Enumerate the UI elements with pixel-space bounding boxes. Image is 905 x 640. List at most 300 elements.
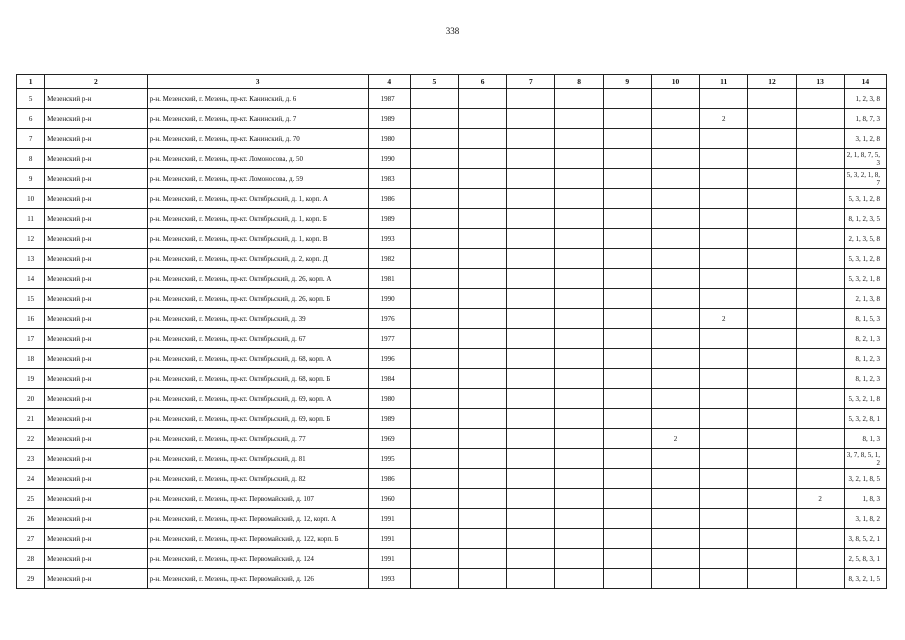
address-cell: р-н. Мезенский, г. Мезень, пр-кт. Октябрьский, д. 67 xyxy=(147,329,368,349)
year-cell: 1986 xyxy=(368,189,410,209)
year-cell: 1982 xyxy=(368,249,410,269)
col-7-cell xyxy=(507,429,555,449)
col-9-cell xyxy=(603,549,651,569)
district-cell: Мезенский р-н xyxy=(45,429,147,449)
col-8-cell xyxy=(555,469,603,489)
col-10-cell xyxy=(651,109,699,129)
col-7-cell xyxy=(507,189,555,209)
district-cell: Мезенский р-н xyxy=(45,249,147,269)
col-10-cell xyxy=(651,469,699,489)
col-14-cell: 2, 1, 8, 7, 5, 3 xyxy=(844,149,886,169)
table-row xyxy=(17,389,887,409)
row-number-cell: 5 xyxy=(17,89,45,109)
address-cell: р-н. Мезенский, г. Мезень, пр-кт. Первомайский, д. 124 xyxy=(147,549,368,569)
page-number: 338 xyxy=(445,26,460,36)
col-13-cell xyxy=(796,349,844,369)
table-row xyxy=(17,269,887,289)
table-row xyxy=(17,189,887,209)
col-7-cell xyxy=(507,109,555,129)
col-7-cell xyxy=(507,169,555,189)
col-14-cell: 8, 1, 2, 3 xyxy=(844,349,886,369)
address-cell: р-н. Мезенский, г. Мезень, пр-кт. Канинский, д. 7 xyxy=(147,109,368,129)
district-cell: Мезенский р-н xyxy=(45,149,147,169)
col-12-cell xyxy=(748,89,796,109)
row-number-cell: 29 xyxy=(17,569,45,589)
col-9-cell xyxy=(603,349,651,369)
row-number-cell: 10 xyxy=(17,189,45,209)
col-14-cell: 3, 7, 8, 5, 1, 2 xyxy=(844,449,886,469)
col-14-cell: 2, 1, 3, 5, 8 xyxy=(844,229,886,249)
col-11-cell xyxy=(700,169,748,189)
col-5-cell xyxy=(410,569,458,589)
col-13-cell xyxy=(796,469,844,489)
row-number-cell: 28 xyxy=(17,549,45,569)
year-cell: 1989 xyxy=(368,109,410,129)
col-12-cell xyxy=(748,349,796,369)
district-cell: Мезенский р-н xyxy=(45,169,147,189)
col-7-cell xyxy=(507,89,555,109)
col-12-cell xyxy=(748,449,796,469)
col-6-cell xyxy=(459,569,507,589)
col-11-cell xyxy=(700,249,748,269)
row-number-cell: 19 xyxy=(17,369,45,389)
col-5-cell xyxy=(410,369,458,389)
col-5-cell xyxy=(410,489,458,509)
col-10-cell xyxy=(651,549,699,569)
col-5-cell xyxy=(410,269,458,289)
year-cell: 1996 xyxy=(368,349,410,369)
col-7-cell xyxy=(507,469,555,489)
col-5-cell xyxy=(410,309,458,329)
row-number-cell: 12 xyxy=(17,229,45,249)
col-10-cell xyxy=(651,529,699,549)
col-9-cell xyxy=(603,89,651,109)
col-13-cell xyxy=(796,429,844,449)
row-number-cell: 7 xyxy=(17,129,45,149)
col-14-cell: 1, 8, 7, 3 xyxy=(844,109,886,129)
address-cell: р-н. Мезенский, г. Мезень, пр-кт. Октябрьский, д. 77 xyxy=(147,429,368,449)
col-7-cell xyxy=(507,529,555,549)
col-7-cell xyxy=(507,549,555,569)
col-8-cell xyxy=(555,349,603,369)
col-5-cell xyxy=(410,409,458,429)
col-12-cell xyxy=(748,229,796,249)
col-9-cell xyxy=(603,149,651,169)
col-9-cell xyxy=(603,489,651,509)
col-11-cell xyxy=(700,289,748,309)
col-6-cell xyxy=(459,449,507,469)
col-6-cell xyxy=(459,489,507,509)
col-12-cell xyxy=(748,209,796,229)
col-6-cell xyxy=(459,209,507,229)
district-cell: Мезенский р-н xyxy=(45,369,147,389)
col-5-cell xyxy=(410,229,458,249)
col-5-cell xyxy=(410,289,458,309)
table-row xyxy=(17,429,887,449)
col-12-cell xyxy=(748,489,796,509)
district-cell: Мезенский р-н xyxy=(45,109,147,129)
address-cell: р-н. Мезенский, г. Мезень, пр-кт. Первомайский, д. 122, корп. Б xyxy=(147,529,368,549)
housing-registry-table xyxy=(16,74,887,589)
address-cell: р-н. Мезенский, г. Мезень, пр-кт. Октябрьский, д. 82 xyxy=(147,469,368,489)
col-9-cell xyxy=(603,329,651,349)
col-10-cell xyxy=(651,229,699,249)
col-13-cell xyxy=(796,369,844,389)
row-number-cell: 17 xyxy=(17,329,45,349)
col-9-cell xyxy=(603,509,651,529)
table-row xyxy=(17,369,887,389)
col-11-cell xyxy=(700,489,748,509)
col-6-cell xyxy=(459,329,507,349)
col-10-cell xyxy=(651,329,699,349)
col-14-cell: 8, 1, 2, 3, 5 xyxy=(844,209,886,229)
col-12-cell xyxy=(748,429,796,449)
col-13-cell xyxy=(796,109,844,129)
year-cell: 1976 xyxy=(368,309,410,329)
table-row xyxy=(17,129,887,149)
col-10-cell xyxy=(651,569,699,589)
col-14-cell: 5, 3, 1, 2, 8 xyxy=(844,189,886,209)
col-13-cell xyxy=(796,289,844,309)
year-cell: 1991 xyxy=(368,549,410,569)
row-number-cell: 25 xyxy=(17,489,45,509)
col-8-cell xyxy=(555,269,603,289)
col-12-cell xyxy=(748,169,796,189)
col-6-cell xyxy=(459,109,507,129)
row-number-cell: 9 xyxy=(17,169,45,189)
col-9-cell xyxy=(603,389,651,409)
district-cell: Мезенский р-н xyxy=(45,489,147,509)
year-cell: 1989 xyxy=(368,209,410,229)
header-row xyxy=(17,75,887,89)
col-8-cell xyxy=(555,309,603,329)
col-6-cell xyxy=(459,309,507,329)
col-7-cell xyxy=(507,369,555,389)
table-row xyxy=(17,289,887,309)
table-row xyxy=(17,409,887,429)
district-cell: Мезенский р-н xyxy=(45,469,147,489)
column-header-13: 13 xyxy=(796,75,844,89)
table-row xyxy=(17,169,887,189)
col-8-cell xyxy=(555,109,603,129)
district-cell: Мезенский р-н xyxy=(45,549,147,569)
col-8-cell xyxy=(555,329,603,349)
row-number-cell: 14 xyxy=(17,269,45,289)
col-11-cell xyxy=(700,129,748,149)
col-12-cell xyxy=(748,329,796,349)
col-7-cell xyxy=(507,329,555,349)
year-cell: 1990 xyxy=(368,289,410,309)
col-14-cell: 8, 1, 5, 3 xyxy=(844,309,886,329)
year-cell: 1993 xyxy=(368,569,410,589)
district-cell: Мезенский р-н xyxy=(45,409,147,429)
col-13-cell xyxy=(796,329,844,349)
year-cell: 1987 xyxy=(368,89,410,109)
address-cell: р-н. Мезенский, г. Мезень, пр-кт. Ломоносова, д. 59 xyxy=(147,169,368,189)
table-row xyxy=(17,89,887,109)
col-8-cell xyxy=(555,489,603,509)
col-14-cell: 8, 1, 2, 3 xyxy=(844,369,886,389)
col-11-cell xyxy=(700,469,748,489)
col-11-cell xyxy=(700,149,748,169)
district-cell: Мезенский р-н xyxy=(45,89,147,109)
col-5-cell xyxy=(410,209,458,229)
col-13-cell xyxy=(796,249,844,269)
col-8-cell xyxy=(555,549,603,569)
district-cell: Мезенский р-н xyxy=(45,129,147,149)
year-cell: 1980 xyxy=(368,129,410,149)
col-13-cell xyxy=(796,189,844,209)
col-7-cell xyxy=(507,129,555,149)
row-number-cell: 18 xyxy=(17,349,45,369)
table-row xyxy=(17,449,887,469)
col-5-cell xyxy=(410,469,458,489)
address-cell: р-н. Мезенский, г. Мезень, пр-кт. Первомайский, д. 126 xyxy=(147,569,368,589)
col-8-cell xyxy=(555,89,603,109)
column-header-14: 14 xyxy=(844,75,886,89)
col-5-cell xyxy=(410,109,458,129)
column-header-9: 9 xyxy=(603,75,651,89)
col-13-cell xyxy=(796,389,844,409)
col-14-cell: 2, 5, 8, 3, 1 xyxy=(844,549,886,569)
col-10-cell xyxy=(651,449,699,469)
col-13-cell xyxy=(796,309,844,329)
col-7-cell xyxy=(507,149,555,169)
col-5-cell xyxy=(410,389,458,409)
year-cell: 1991 xyxy=(368,509,410,529)
col-6-cell xyxy=(459,229,507,249)
col-9-cell xyxy=(603,269,651,289)
col-12-cell xyxy=(748,189,796,209)
col-9-cell xyxy=(603,409,651,429)
col-14-cell: 1, 8, 3 xyxy=(844,489,886,509)
district-cell: Мезенский р-н xyxy=(45,289,147,309)
col-5-cell xyxy=(410,509,458,529)
col-12-cell xyxy=(748,389,796,409)
col-8-cell xyxy=(555,209,603,229)
col-7-cell xyxy=(507,509,555,529)
col-5-cell xyxy=(410,249,458,269)
address-cell: р-н. Мезенский, г. Мезень, пр-кт. Октябрьский, д. 69, корп. А xyxy=(147,389,368,409)
col-11-cell xyxy=(700,429,748,449)
column-header-11: 11 xyxy=(700,75,748,89)
col-8-cell xyxy=(555,449,603,469)
col-11-cell xyxy=(700,189,748,209)
table-row xyxy=(17,489,887,509)
row-number-cell: 16 xyxy=(17,309,45,329)
col-6-cell xyxy=(459,389,507,409)
col-8-cell xyxy=(555,509,603,529)
col-10-cell xyxy=(651,309,699,329)
table-row xyxy=(17,349,887,369)
col-14-cell: 3, 1, 8, 2 xyxy=(844,509,886,529)
col-8-cell xyxy=(555,229,603,249)
col-10-cell xyxy=(651,129,699,149)
col-12-cell xyxy=(748,289,796,309)
col-6-cell xyxy=(459,529,507,549)
col-6-cell xyxy=(459,249,507,269)
col-12-cell xyxy=(748,409,796,429)
col-8-cell xyxy=(555,169,603,189)
year-cell: 1986 xyxy=(368,469,410,489)
district-cell: Мезенский р-н xyxy=(45,189,147,209)
col-10-cell xyxy=(651,189,699,209)
row-number-cell: 8 xyxy=(17,149,45,169)
col-8-cell xyxy=(555,249,603,269)
district-cell: Мезенский р-н xyxy=(45,309,147,329)
col-5-cell xyxy=(410,169,458,189)
row-number-cell: 27 xyxy=(17,529,45,549)
table-row xyxy=(17,109,887,129)
col-9-cell xyxy=(603,249,651,269)
table-row xyxy=(17,249,887,269)
address-cell: р-н. Мезенский, г. Мезень, пр-кт. Первомайский, д. 107 xyxy=(147,489,368,509)
col-13-cell xyxy=(796,409,844,429)
col-10-cell xyxy=(651,209,699,229)
district-cell: Мезенский р-н xyxy=(45,269,147,289)
year-cell: 1984 xyxy=(368,369,410,389)
col-5-cell xyxy=(410,349,458,369)
col-6-cell xyxy=(459,409,507,429)
col-10-cell xyxy=(651,349,699,369)
col-8-cell xyxy=(555,389,603,409)
year-cell: 1977 xyxy=(368,329,410,349)
address-cell: р-н. Мезенский, г. Мезень, пр-кт. Октябрьский, д. 68, корп. Б xyxy=(147,369,368,389)
row-number-cell: 22 xyxy=(17,429,45,449)
col-11-cell xyxy=(700,349,748,369)
col-12-cell xyxy=(748,309,796,329)
col-13-cell xyxy=(796,169,844,189)
col-10-cell xyxy=(651,289,699,309)
col-6-cell xyxy=(459,509,507,529)
col-10-cell: 2 xyxy=(651,429,699,449)
col-10-cell xyxy=(651,409,699,429)
col-10-cell xyxy=(651,389,699,409)
col-5-cell xyxy=(410,329,458,349)
table-row xyxy=(17,209,887,229)
col-9-cell xyxy=(603,169,651,189)
column-header-3: 3 xyxy=(147,75,368,89)
col-9-cell xyxy=(603,569,651,589)
col-11-cell xyxy=(700,89,748,109)
year-cell: 1990 xyxy=(368,149,410,169)
address-cell: р-н. Мезенский, г. Мезень, пр-кт. Октябрьский, д. 2, корп. Д xyxy=(147,249,368,269)
col-12-cell xyxy=(748,549,796,569)
col-9-cell xyxy=(603,189,651,209)
col-6-cell xyxy=(459,349,507,369)
row-number-cell: 23 xyxy=(17,449,45,469)
col-7-cell xyxy=(507,349,555,369)
col-14-cell: 5, 3, 2, 1, 8, 7 xyxy=(844,169,886,189)
district-cell: Мезенский р-н xyxy=(45,209,147,229)
col-6-cell xyxy=(459,369,507,389)
col-9-cell xyxy=(603,469,651,489)
address-cell: р-н. Мезенский, г. Мезень, пр-кт. Октябрьский, д. 1, корп. Б xyxy=(147,209,368,229)
col-13-cell: 2 xyxy=(796,489,844,509)
column-header-5: 5 xyxy=(410,75,458,89)
table-row xyxy=(17,329,887,349)
col-9-cell xyxy=(603,229,651,249)
address-cell: р-н. Мезенский, г. Мезень, пр-кт. Ломоносова, д. 50 xyxy=(147,149,368,169)
col-8-cell xyxy=(555,129,603,149)
col-11-cell xyxy=(700,269,748,289)
col-5-cell xyxy=(410,189,458,209)
col-14-cell: 3, 8, 5, 2, 1 xyxy=(844,529,886,549)
year-cell: 1981 xyxy=(368,269,410,289)
column-header-2: 2 xyxy=(45,75,147,89)
table-row xyxy=(17,149,887,169)
address-cell: р-н. Мезенский, г. Мезень, пр-кт. Первомайский, д. 12, корп. А xyxy=(147,509,368,529)
col-7-cell xyxy=(507,269,555,289)
year-cell: 1991 xyxy=(368,529,410,549)
col-6-cell xyxy=(459,269,507,289)
col-11-cell xyxy=(700,529,748,549)
table-row xyxy=(17,469,887,489)
col-7-cell xyxy=(507,489,555,509)
col-12-cell xyxy=(748,269,796,289)
row-number-cell: 11 xyxy=(17,209,45,229)
col-11-cell xyxy=(700,229,748,249)
col-5-cell xyxy=(410,129,458,149)
col-7-cell xyxy=(507,289,555,309)
row-number-cell: 26 xyxy=(17,509,45,529)
col-14-cell: 3, 1, 2, 8 xyxy=(844,129,886,149)
col-5-cell xyxy=(410,549,458,569)
year-cell: 1969 xyxy=(368,429,410,449)
col-12-cell xyxy=(748,469,796,489)
col-10-cell xyxy=(651,269,699,289)
year-cell: 1980 xyxy=(368,389,410,409)
col-5-cell xyxy=(410,89,458,109)
col-12-cell xyxy=(748,149,796,169)
table-body xyxy=(17,89,887,589)
col-7-cell xyxy=(507,569,555,589)
district-cell: Мезенский р-н xyxy=(45,329,147,349)
col-14-cell: 8, 2, 1, 3 xyxy=(844,329,886,349)
col-8-cell xyxy=(555,409,603,429)
address-cell: р-н. Мезенский, г. Мезень, пр-кт. Октябрьский, д. 69, корп. Б xyxy=(147,409,368,429)
col-9-cell xyxy=(603,129,651,149)
col-7-cell xyxy=(507,229,555,249)
year-cell: 1995 xyxy=(368,449,410,469)
col-6-cell xyxy=(459,129,507,149)
col-8-cell xyxy=(555,569,603,589)
col-14-cell: 8, 3, 2, 1, 5 xyxy=(844,569,886,589)
col-14-cell: 1, 2, 3, 8 xyxy=(844,89,886,109)
col-9-cell xyxy=(603,109,651,129)
col-14-cell: 3, 2, 1, 8, 5 xyxy=(844,469,886,489)
col-6-cell xyxy=(459,149,507,169)
col-6-cell xyxy=(459,469,507,489)
column-header-12: 12 xyxy=(748,75,796,89)
district-cell: Мезенский р-н xyxy=(45,569,147,589)
col-8-cell xyxy=(555,149,603,169)
col-12-cell xyxy=(748,509,796,529)
row-number-cell: 13 xyxy=(17,249,45,269)
col-13-cell xyxy=(796,549,844,569)
col-11-cell: 2 xyxy=(700,309,748,329)
col-7-cell xyxy=(507,249,555,269)
col-11-cell xyxy=(700,389,748,409)
district-cell: Мезенский р-н xyxy=(45,509,147,529)
column-header-1: 1 xyxy=(17,75,45,89)
row-number-cell: 20 xyxy=(17,389,45,409)
address-cell: р-н. Мезенский, г. Мезень, пр-кт. Октябрьский, д. 26, корп. Б xyxy=(147,289,368,309)
col-5-cell xyxy=(410,429,458,449)
column-header-4: 4 xyxy=(368,75,410,89)
district-cell: Мезенский р-н xyxy=(45,229,147,249)
table-row xyxy=(17,529,887,549)
